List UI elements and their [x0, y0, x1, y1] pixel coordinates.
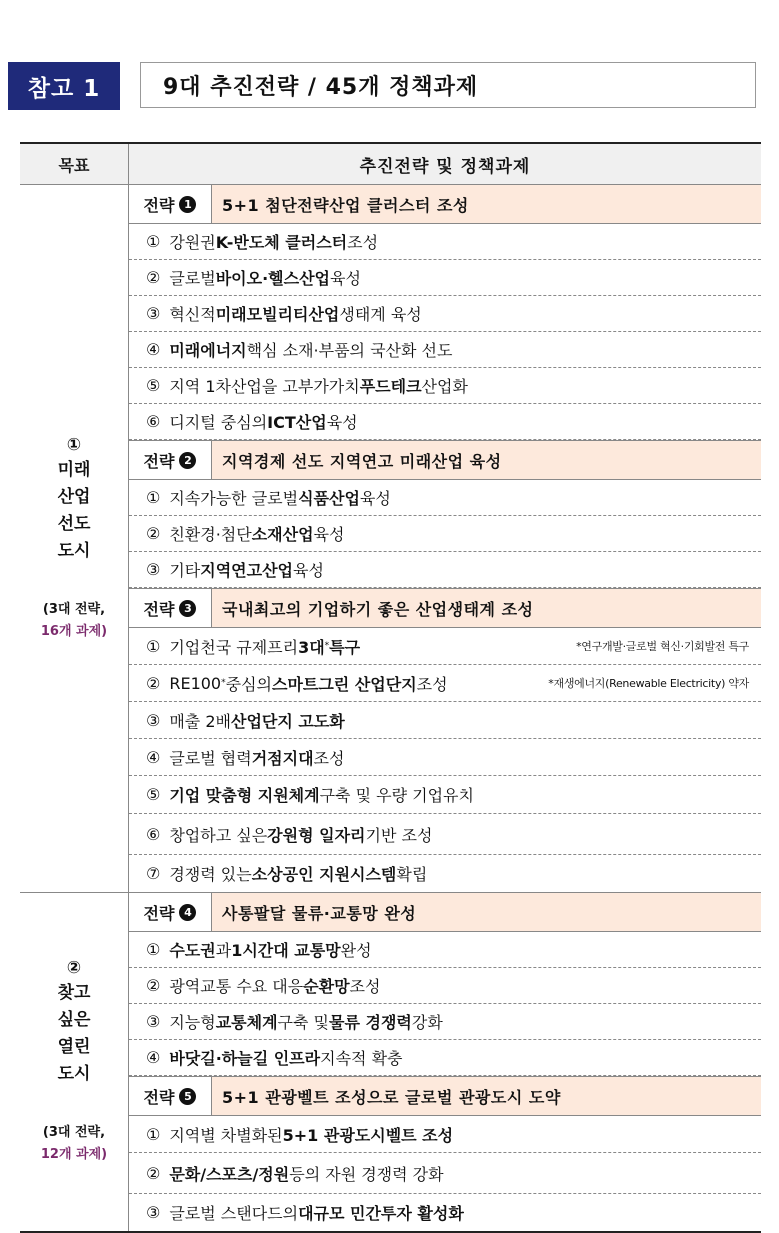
goal-cell-1 [20, 185, 129, 892]
item-keyword: 바닷길·하늘길 인프라 [169, 1049, 321, 1068]
policy-item [129, 1004, 761, 1040]
item-text: 육성 [330, 269, 361, 288]
header-goal: 목표 [20, 144, 129, 184]
strategy-title: 사통팔달 물류·교통망 완성 [212, 893, 761, 931]
footnote-mark: * [221, 678, 226, 688]
policy-item [129, 665, 761, 702]
item-keyword: 물류 경쟁력 [329, 1013, 412, 1032]
item-keyword: 교통체계 [215, 1013, 278, 1032]
reference-badge: 참고 1 [8, 62, 120, 110]
strategy-label-text: 전략 [143, 451, 175, 471]
item-text: 글로벌 [169, 269, 216, 288]
item-text: 디지털 중심의 [169, 413, 268, 432]
strategy-label [129, 893, 212, 931]
item-keyword: 1시간대 교통망 [231, 941, 341, 960]
item-text: 지역 1차산업을 고부가가치 [169, 377, 360, 396]
item-text: 중심의 [225, 674, 272, 694]
policy-item [129, 516, 761, 552]
item-keyword: ICT산업 [267, 413, 327, 432]
item-text: 기타 [169, 561, 201, 580]
goal-name-line: 선도 [57, 513, 91, 534]
policy-item [129, 739, 761, 776]
policy-item [129, 855, 761, 892]
strategy-label-text: 전략 [143, 195, 175, 215]
item-text: 육성 [293, 561, 324, 580]
policy-item [129, 776, 761, 814]
item-number: ④ [146, 1048, 161, 1067]
item-text: 확립 [396, 865, 428, 884]
item-text: 생태계 육성 [339, 305, 422, 324]
item-number: ① [146, 488, 161, 507]
footnote-mark: * [324, 641, 330, 651]
item-text: 육성 [359, 489, 391, 508]
item-text: 기업천국 규제프리 [169, 637, 299, 657]
item-text: 혁신적 [169, 305, 216, 324]
item-keyword: 대규모 민간투자 활성화 [298, 1204, 464, 1223]
item-text: 지능형 [169, 1013, 216, 1032]
page-title: 9대 추진전략 / 45개 정책과제 [140, 62, 756, 108]
task-count: 12개 과제) [40, 1147, 108, 1162]
task-count: 16개 과제) [40, 623, 108, 639]
item-number: ④ [146, 340, 161, 359]
item-text: 지역별 차별화된 [169, 1125, 283, 1145]
strategy-number-icon: 5 [179, 1088, 196, 1105]
item-number: ② [146, 673, 161, 693]
goal-number: ② [66, 958, 82, 978]
item-keyword: 산업단지 고도화 [230, 711, 345, 731]
strategy-table [20, 142, 761, 1233]
item-keyword: 미래에너지 [169, 341, 247, 360]
goal-name-line: 열린 [57, 1037, 91, 1057]
item-text: 구축 및 우량 기업유치 [319, 786, 474, 805]
strategy-count: (3대 전략, [42, 601, 106, 617]
item-keyword: 소상공인 지원시스템 [251, 865, 397, 884]
strategy-label [129, 589, 212, 627]
item-text: 매출 2배 [169, 711, 231, 731]
goal-count [41, 599, 107, 643]
strategy-title: 5+1 관광벨트 조성으로 글로벌 관광도시 도약 [212, 1077, 761, 1115]
policy-item [129, 1040, 761, 1076]
policy-item [129, 1116, 761, 1153]
goal-name-line: 산업 [57, 486, 91, 507]
item-keyword: 스마트그린 산업단지 [271, 674, 417, 694]
strategy-label [129, 1077, 212, 1115]
item-number: ⑤ [146, 376, 161, 395]
item-keyword: 특구 [329, 637, 361, 657]
strategy-label [129, 185, 212, 223]
strategy-header [129, 893, 761, 932]
item-number: ② [146, 1163, 161, 1183]
item-number: ⑥ [146, 824, 161, 844]
item-text: 창업하고 싶은 [169, 825, 268, 845]
policy-item [129, 404, 761, 440]
policy-item [129, 1153, 761, 1194]
item-note: *재생에너지(Renewable Electricity) 약자 [548, 677, 749, 690]
item-keyword: 소재산업 [251, 525, 314, 544]
item-number: ③ [146, 1203, 161, 1222]
item-text: 핵심 소재·부품의 국산화 선도 [246, 341, 453, 360]
item-text: 구축 및 [277, 1013, 330, 1032]
item-keyword: 지역연고산업 [200, 561, 294, 580]
strategy-header [129, 440, 761, 480]
strategy-number-icon: 4 [179, 904, 196, 921]
item-number: ① [146, 232, 161, 251]
item-number: ① [146, 1124, 161, 1144]
item-text: 강화 [411, 1013, 443, 1032]
policy-item [129, 702, 761, 739]
strategy-number-icon: 1 [179, 196, 196, 213]
strategy-title: 지역경제 선도 지역연고 미래산업 육성 [212, 441, 761, 479]
item-text: 산업화 [421, 377, 468, 396]
item-keyword: 수도권 [169, 941, 216, 960]
item-keyword: K-반도체 클러스터 [215, 233, 348, 252]
strategy-header [129, 185, 761, 224]
item-text: 육성 [313, 525, 345, 544]
item-keyword: 푸드테크 [359, 377, 422, 396]
goal-name-line: 싶은 [57, 1010, 91, 1030]
item-text: 조성 [349, 977, 381, 996]
strategy-number-icon: 2 [179, 452, 196, 469]
item-keyword: 문화/스포츠/정원 [169, 1164, 290, 1184]
goal-group-2 [20, 892, 761, 1231]
item-text: 조성 [347, 233, 379, 252]
strategy-title: 국내최고의 기업하기 좋은 산업생태계 조성 [212, 589, 761, 627]
item-text: 등의 자원 경쟁력 강화 [289, 1164, 444, 1184]
policy-item [129, 332, 761, 368]
item-text: 글로벌 스탠다드의 [169, 1204, 299, 1223]
item-number: ⑥ [146, 412, 161, 431]
goal-name [58, 457, 91, 565]
strategy-header [129, 1076, 761, 1116]
policy-item [129, 552, 761, 588]
policy-item [129, 932, 761, 968]
policy-item [129, 296, 761, 332]
item-keyword: 5+1 관광도시벨트 조성 [282, 1125, 454, 1145]
strategy-count: (3대 전략, [42, 1125, 106, 1140]
item-number: ⑦ [146, 864, 161, 883]
item-number: ① [146, 940, 161, 959]
item-keyword: 거점지대 [251, 748, 314, 768]
item-text: RE100 [169, 673, 222, 693]
policy-item [129, 968, 761, 1004]
strategy-label [129, 441, 212, 479]
strategy-label-text: 전략 [143, 599, 175, 619]
item-text: 글로벌 협력 [169, 748, 252, 768]
table-header [20, 144, 761, 185]
item-keyword: 식품산업 [298, 489, 360, 508]
strategy-label-text: 전략 [143, 903, 175, 923]
goal-name-line: 도시 [57, 1064, 91, 1084]
item-keyword: 순환망 [303, 977, 350, 996]
policy-item [129, 224, 761, 260]
item-number: ③ [146, 1012, 161, 1031]
item-text: 조성 [313, 748, 345, 768]
strategy-rows [129, 893, 761, 1231]
goal-name-line: 도시 [57, 540, 91, 561]
item-number: ④ [146, 747, 161, 767]
goal-cell-2 [20, 893, 129, 1231]
item-text: 친환경·첨단 [169, 525, 252, 544]
policy-item [129, 814, 761, 855]
item-text: 육성 [326, 413, 358, 432]
item-keyword: 바이오·헬스산업 [215, 269, 330, 288]
goal-name-line: 찾고 [57, 983, 91, 1003]
item-number: ② [146, 976, 161, 995]
item-number: ⑤ [146, 785, 161, 804]
item-keyword: 미래모빌리티산업 [215, 305, 340, 324]
item-text: 기반 조성 [365, 825, 433, 845]
strategy-number-icon: 3 [179, 600, 196, 617]
item-text: 강원권 [169, 233, 216, 252]
policy-item [129, 1194, 761, 1231]
item-number: ② [146, 524, 161, 543]
item-text: 경쟁력 있는 [169, 865, 252, 884]
item-text: 과 [215, 941, 232, 960]
strategy-rows [129, 185, 761, 892]
strategy-label-text: 전략 [143, 1087, 175, 1107]
item-text: 광역교통 수요 대응 [169, 977, 304, 996]
policy-item [129, 480, 761, 516]
item-text: 지속적 확충 [320, 1049, 403, 1068]
item-text: 완성 [340, 941, 372, 960]
goal-name [58, 980, 91, 1088]
item-number: ② [146, 268, 161, 287]
item-number: ① [146, 636, 161, 656]
item-note: *연구개발·글로벌 혁신·기회발전 특구 [576, 640, 749, 653]
policy-item [129, 368, 761, 404]
policy-item [129, 628, 761, 665]
goal-count [41, 1122, 107, 1166]
item-number: ③ [146, 560, 161, 579]
strategy-title: 5+1 첨단전략산업 클러스터 조성 [212, 185, 761, 223]
item-number: ③ [146, 304, 161, 323]
goal-number: ① [66, 434, 82, 455]
item-text: 지속가능한 글로벌 [169, 489, 299, 508]
goal-name-line: 미래 [57, 459, 91, 480]
item-keyword: 3대 [298, 637, 325, 657]
item-number: ③ [146, 710, 161, 730]
header-strategy: 추진전략 및 정책과제 [359, 156, 531, 177]
policy-item [129, 260, 761, 296]
item-keyword: 기업 맞춤형 지원체계 [169, 786, 320, 805]
strategy-header [129, 588, 761, 628]
item-keyword: 강원형 일자리 [267, 825, 366, 845]
item-text: 조성 [416, 674, 448, 694]
goal-group-1 [20, 185, 761, 892]
